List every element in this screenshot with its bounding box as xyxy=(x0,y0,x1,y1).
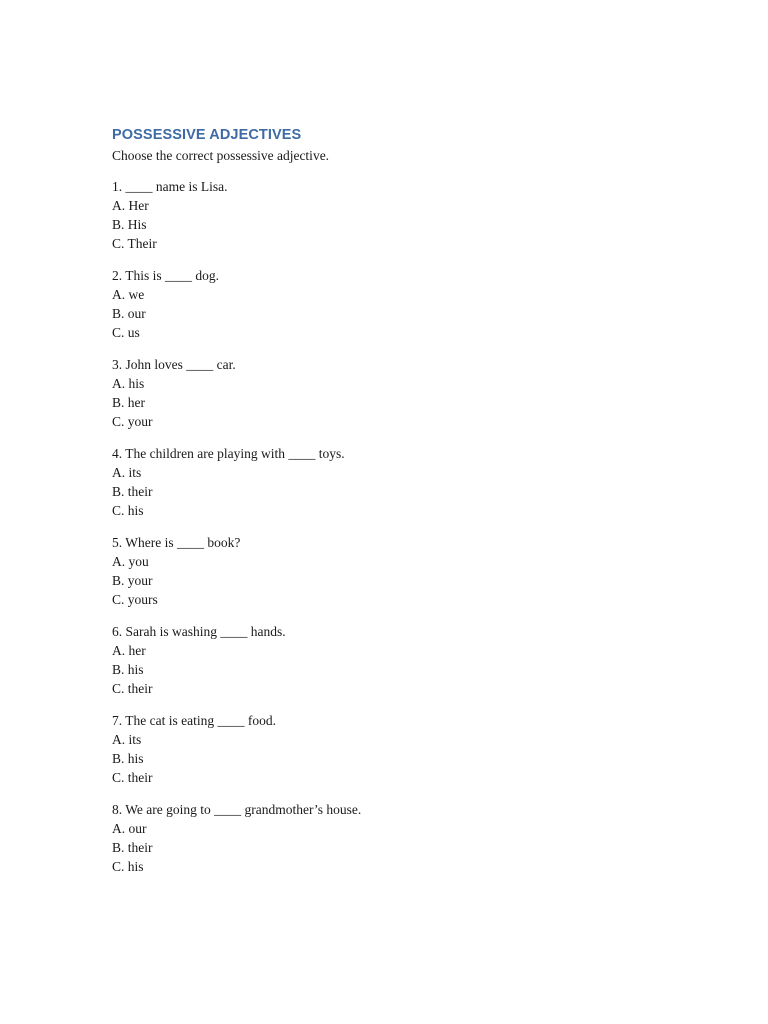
question-prompt: 1. ____ name is Lisa. xyxy=(112,179,228,194)
question-prompt: 8. We are going to ____ grandmother’s house. xyxy=(112,802,362,817)
answer-option: B. our xyxy=(112,306,146,321)
answer-option: A. its xyxy=(112,732,142,747)
question-prompt: 3. John loves ____ car. xyxy=(112,357,236,372)
question-prompt: 4. The children are playing with ____ toys. xyxy=(112,446,345,461)
answer-option: A. we xyxy=(112,287,145,302)
worksheet xyxy=(112,124,672,889)
answer-option: A. its xyxy=(112,465,142,480)
question-3 xyxy=(112,355,672,431)
answer-option: B. his xyxy=(112,662,144,677)
answer-option: C. his xyxy=(112,503,144,518)
answer-option: B. their xyxy=(112,484,153,499)
question-prompt: 2. This is ____ dog. xyxy=(112,268,220,283)
answer-option: B. her xyxy=(112,395,145,410)
question-2 xyxy=(112,266,672,342)
answer-option: B. his xyxy=(112,751,144,766)
answer-option: C. his xyxy=(112,859,144,874)
question-prompt: 5. Where is ____ book? xyxy=(112,535,241,550)
answer-option: A. Her xyxy=(112,198,149,213)
answer-option: A. you xyxy=(112,554,149,569)
answer-option: A. our xyxy=(112,821,147,836)
answer-option: C. their xyxy=(112,770,153,785)
question-list xyxy=(112,177,672,876)
question-4 xyxy=(112,444,672,520)
question-7 xyxy=(112,711,672,787)
worksheet-title: POSSESSIVE ADJECTIVES xyxy=(112,127,302,143)
answer-option: C. yours xyxy=(112,592,158,607)
question-prompt: 6. Sarah is washing ____ hands. xyxy=(112,624,286,639)
answer-option: B. your xyxy=(112,573,153,588)
question-prompt: 7. The cat is eating ____ food. xyxy=(112,713,276,728)
answer-option: B. their xyxy=(112,840,153,855)
answer-option: C. Their xyxy=(112,236,157,251)
answer-option: A. her xyxy=(112,643,146,658)
answer-option: C. your xyxy=(112,414,153,429)
answer-option: A. his xyxy=(112,376,145,391)
instructions: Choose the correct possessive adjective. xyxy=(112,148,330,163)
question-8 xyxy=(112,800,672,876)
answer-option: C. us xyxy=(112,325,140,340)
answer-option: B. His xyxy=(112,217,147,232)
answer-option: C. their xyxy=(112,681,153,696)
question-6 xyxy=(112,622,672,698)
question-1 xyxy=(112,177,672,253)
question-5 xyxy=(112,533,672,609)
